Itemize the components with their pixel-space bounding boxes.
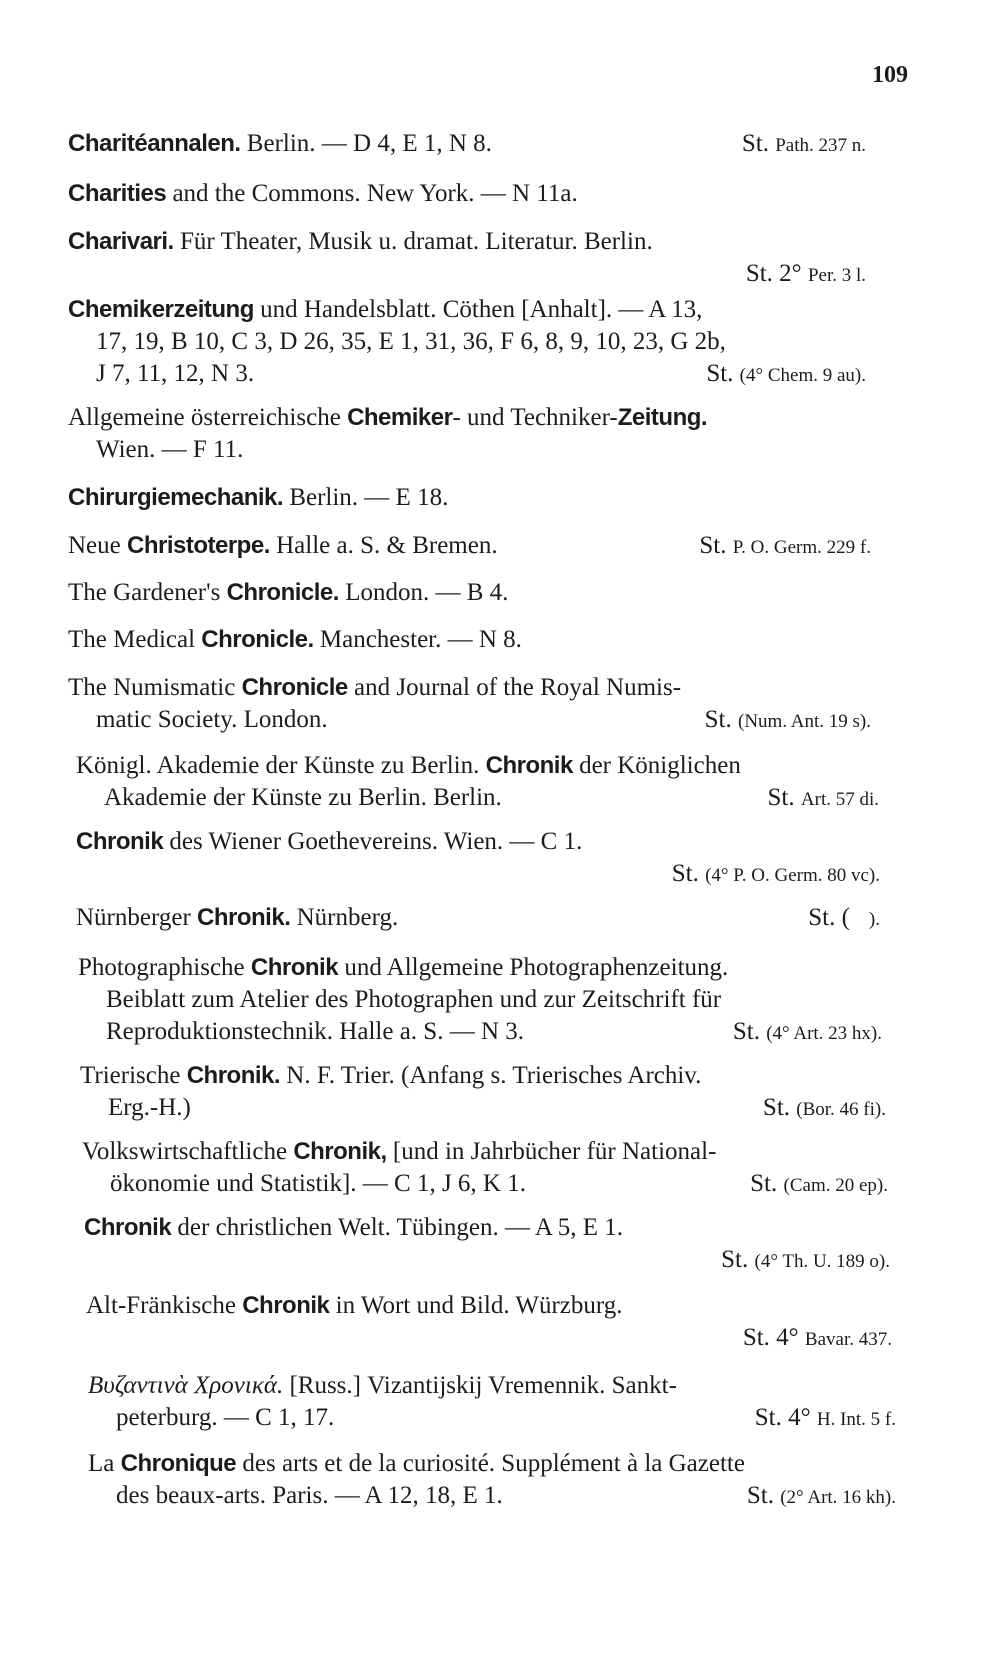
shelfmark: St. (Num. Ant. 19 s). bbox=[704, 706, 871, 733]
entry-volkswirtschaftliche-chronik: Volkswirtschaftliche Chronik, [und in Jahrbücher für National- ökonomie und Statistik]. — C 1, J 6, K 1. St. (Cam. 20 ep). bbox=[82, 1136, 950, 1200]
entry-chronique-des-arts: La Chronique des arts et de la curiosité. Supplément à la Gazette des beaux-arts. Paris. — A 12, 18, E 1. St. (2° Art. 16 kh). bbox=[88, 1448, 956, 1512]
shelfmark: St. Art. 57 di. bbox=[767, 784, 879, 811]
shelfmark: St. 2° Per. 3 l. bbox=[745, 260, 866, 287]
entry-keyword: Chemiker bbox=[347, 404, 453, 431]
entry-keyword: Chronik. bbox=[197, 904, 291, 931]
shelfmark: St. (4° Chem. 9 au). bbox=[706, 360, 866, 387]
entry-text: des Wiener Goethevereins. Wien. — C 1. bbox=[163, 828, 583, 855]
entry-text: des arts et de la curiosité. Supplément à la Gazette bbox=[236, 1450, 745, 1477]
entry-text-line: Wien. — F 11. bbox=[96, 436, 244, 463]
entry-text: [Russ.] Vizantijskij Vremennik. Sankt- bbox=[283, 1372, 677, 1399]
entry-text: N. F. Trier. (Anfang s. Trierisches Archiv. bbox=[280, 1062, 702, 1089]
shelfmark: St. (4° Th. U. 189 o). bbox=[721, 1246, 890, 1273]
entry-text-line: J 7, 11, 12, N 3. bbox=[96, 360, 255, 387]
entry-keyword: Chirurgiemechanik. bbox=[68, 484, 284, 511]
entry-alt-fraenkische-chronik: Alt-Fränkische Chronik in Wort und Bild. Würzburg. St. 4° Bavar. 437. bbox=[86, 1290, 954, 1356]
entry-keyword: Chronicle bbox=[241, 674, 348, 701]
entry-keyword: Chronique bbox=[120, 1450, 237, 1477]
entry-keyword: Chronik. bbox=[186, 1062, 281, 1089]
entry-chirurgiemechanik bbox=[68, 482, 936, 514]
shelfmark: St. ( ). bbox=[808, 904, 880, 931]
entry-text: and Journal of the Royal Numis- bbox=[347, 674, 682, 701]
entry-keyword: Chronik bbox=[84, 1214, 172, 1241]
entry-text: in Wort und Bild. Würzburg. bbox=[329, 1292, 623, 1319]
entry-trierische-chronik: Trierische Chronik. N. F. Trier. (Anfang s. Trierisches Archiv. Erg.-H.) St. (Bor. 46 fi). bbox=[80, 1060, 948, 1124]
shelfmark: St. (Cam. 20 ep). bbox=[750, 1170, 888, 1197]
entry-chemiker-techniker-zeitung: Allgemeine österreichische Chemiker- und Techniker-Zeitung. Wien. — F 11. bbox=[68, 402, 936, 466]
entry-text: Manchester. — N 8. bbox=[313, 626, 522, 653]
entry-text-line: Reproduktionstechnik. Halle a. S. — N 3. bbox=[106, 1018, 524, 1045]
entry-numismatic-chronicle: The Numismatic Chronicle and Journal of the Royal Numis- matic Society. London. St. (Num. Ant. 19 s). bbox=[68, 672, 936, 736]
entry-text: Berlin. — D 4, E 1, N 8. bbox=[240, 130, 492, 157]
entry-text-line: Erg.-H.) bbox=[108, 1094, 191, 1121]
entry-keyword: Chronik bbox=[76, 828, 164, 855]
entry-text: der christlichen Welt. Tübingen. — A 5, E 1. bbox=[171, 1214, 624, 1241]
entry-byzantina-chronika bbox=[88, 1370, 956, 1434]
entry-keyword: Chronik bbox=[485, 752, 573, 779]
entry-text-line: peterburg. — C 1, 17. bbox=[116, 1404, 335, 1431]
entry-keyword: Charivari. bbox=[68, 228, 174, 255]
shelfmark: St. 4° H. Int. 5 f. bbox=[754, 1404, 896, 1431]
entry-text-line: des beaux-arts. Paris. — A 12, 18, E 1. bbox=[116, 1482, 503, 1509]
entry-text-line: ökonomie und Statistik]. — C 1, J 6, K 1. bbox=[110, 1170, 526, 1197]
entry-text-line: Akademie der Künste zu Berlin. Berlin. bbox=[104, 784, 502, 811]
entry-keyword: Charitéannalen. bbox=[68, 130, 241, 157]
shelfmark: St. (4° Art. 23 hx). bbox=[732, 1018, 882, 1045]
entry-keyword: Chronik bbox=[242, 1292, 330, 1319]
entry-keyword: Christoterpe. bbox=[127, 532, 270, 559]
entry-text: London. — B 4. bbox=[338, 579, 509, 606]
entry-text-line: 17, 19, B 10, C 3, D 26, 35, E 1, 31, 36, F 6, 8, 9, 10, 23, G 2b, bbox=[96, 328, 726, 355]
entry-keyword-greek: Βυζαντινὰ Χρονικά. bbox=[88, 1372, 284, 1399]
entry-christoterpe: Neue Christoterpe. Halle a. S. & Bremen. St. P. O. Germ. 229 f. bbox=[68, 530, 936, 562]
entry-keyword: Chronik, bbox=[293, 1138, 387, 1165]
shelfmark: St. (4° P. O. Germ. 80 vc). bbox=[671, 860, 880, 887]
page-number: 109 bbox=[872, 62, 908, 88]
entry-text-line: matic Society. London. bbox=[96, 706, 328, 733]
entry-charite-annalen bbox=[68, 128, 936, 160]
entry-chronik-goetheverein bbox=[76, 826, 944, 892]
entry-text: and the Commons. New York. — N 11a. bbox=[166, 180, 578, 207]
entry-keyword: Chronik bbox=[250, 954, 339, 981]
shelfmark: St. (2° Art. 16 kh). bbox=[746, 1482, 896, 1509]
entry-text: der Königlichen bbox=[572, 752, 741, 779]
entry-text: [und in Jahrbücher für National- bbox=[386, 1138, 717, 1165]
entry-text: Für Theater, Musik u. dramat. Literatur. Berlin. bbox=[173, 228, 653, 255]
entry-gardeners-chronicle: The Gardener's Chronicle. London. — B 4. bbox=[68, 579, 509, 606]
entry-charivari bbox=[68, 226, 936, 292]
entry-medical-chronicle: The Medical Chronicle. Manchester. — N 8. bbox=[68, 626, 522, 653]
entry-text-line: Beiblatt zum Atelier des Photographen und zur Zeitschrift für bbox=[106, 986, 722, 1013]
entry-keyword: Charities bbox=[68, 180, 167, 207]
shelfmark: St. Path. 237 n. bbox=[741, 130, 866, 157]
entry-text: Nürnberg. bbox=[290, 904, 399, 931]
entry-keyword: Chronicle. bbox=[226, 579, 339, 606]
entry-chronik-akademie: Königl. Akademie der Künste zu Berlin. Chronik der Königlichen Akademie der Künste zu Berlin. Berlin. St. Art. 57 di. bbox=[76, 750, 944, 814]
entry-keyword: Chemikerzeitung bbox=[68, 296, 254, 323]
shelfmark: St. P. O. Germ. 229 f. bbox=[699, 532, 871, 559]
entry-text: und Handelsblatt. Cöthen [Anhalt]. — A 13, bbox=[253, 296, 703, 323]
entry-nuernberger-chronik: Nürnberger Chronik. Nürnberg. St. ( ). bbox=[76, 902, 944, 934]
entry-keyword: Zeitung. bbox=[617, 404, 708, 431]
entry-chronik-christliche-welt bbox=[84, 1212, 952, 1278]
entry-keyword: Chronicle. bbox=[201, 626, 314, 653]
shelfmark: St. 4° Bavar. 437. bbox=[742, 1324, 892, 1351]
entry-text: Halle a. S. & Bremen. bbox=[269, 532, 498, 559]
entry-charities bbox=[68, 178, 936, 210]
shelfmark: St. (Bor. 46 fi). bbox=[762, 1094, 886, 1121]
entry-text: und Allgemeine Photographenzeitung. bbox=[338, 954, 729, 981]
entry-photographische-chronik: Photographische Chronik und Allgemeine Photographenzeitung. Beiblatt zum Atelier des Photographen und zur Zeitschrift für Reproduktionstechnik. Halle a. S. — N 3. St. (4° Art. 23 hx). bbox=[78, 952, 946, 1048]
entry-text: Berlin. — E 18. bbox=[283, 484, 449, 511]
entry-chemikerzeitung bbox=[68, 294, 936, 390]
